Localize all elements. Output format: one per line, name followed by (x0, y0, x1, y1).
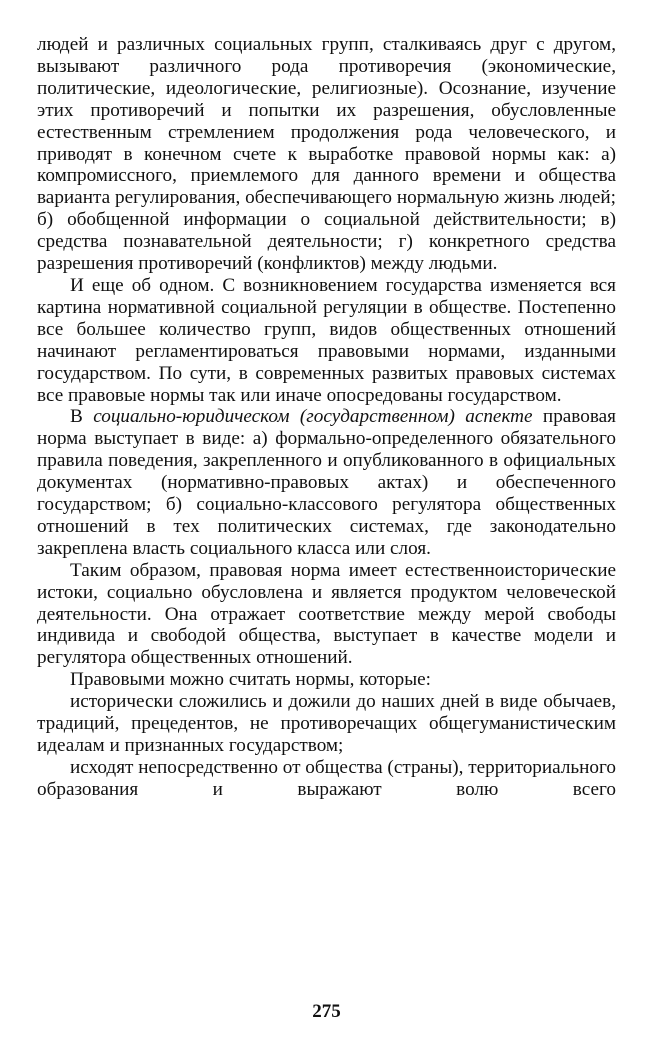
page-number: 275 (312, 1001, 341, 1022)
paragraph-3-lead: В (70, 406, 94, 428)
paragraph-7: исходят непосредственно от общества (страны), территориального образования и выражают волю всего (37, 756, 617, 800)
paragraph-5: Правовыми можно считать нормы, которые: (70, 669, 431, 691)
paragraph-2: И еще об одном. С возникновением государства изменяется вся картина нормативной социальной регуляции в обществе. Постепенно все большее количество групп, видов общественных отношений начинают регламентироваться правовыми нормами, изданными государством. По сути, в современных развитых правовых системах все правовые нормы так или иначе опосредованы государством. (37, 274, 616, 406)
paragraph-1: людей и различных социальных групп, сталкиваясь друг с другом, вызывают различного рода противоречия (экономические, политические, идеологические, религиозные). Осознание, изучение этих противоречий и попытки их разрешения, обусловленные естественным стремлением продолжения рода человеческого, и приводят в конечном счете к выработке правовой нормы как: а) компромиссного, приемлемого для данного времени и общества варианта регулирования, обеспечивающего нормальную жизнь людей; б) обобщенной информации о социальной действительности; в) средства познавательной деятельности; г) конкретного средства разрешения противоречий (конфликтов) между людьми. (37, 34, 616, 275)
paragraph-3-text: правовая норма выступает в виде: а) формально-определенного обязательного правила поведения, закрепленного и опубликованного в официальных документах (нормативно-правовых актах) и обеспеченного государством; б) социально-классового регулятора общественных отношений в тех политических системах, где законодательно закреплена власть социального класса или слоя. (37, 406, 616, 559)
paragraph-3-italic-term: социально-юридическом (государственном) аспекте (93, 406, 533, 428)
paragraph-4: Таким образом, правовая норма имеет естественноисторические истоки, социально обусловлена и является продуктом человеческой деятельности. Она отражает соответствие между мерой свободы индивида и свободой общества, выступает в качестве модели и регулятора общественных отношений. (37, 559, 616, 669)
paragraph-3 (37, 406, 616, 559)
page-body (37, 34, 616, 801)
paragraph-6: исторически сложились и дожили до наших дней в виде обычаев, традиций, прецедентов, не противоречащих общегуманистическим идеалам и признанных государством; (37, 691, 616, 756)
